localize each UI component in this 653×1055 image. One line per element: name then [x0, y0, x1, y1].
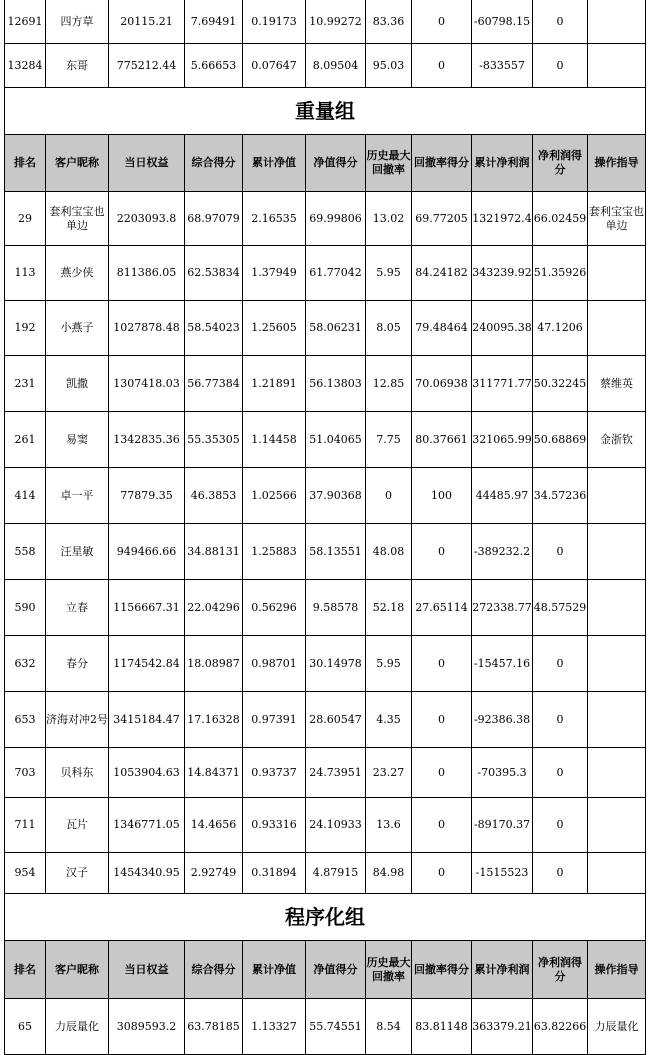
drawdown-score-cell: 0 — [412, 853, 472, 894]
profit-score-cell: 48.57529 — [533, 580, 588, 636]
nickname-cell: 四方草 — [46, 0, 109, 44]
drawdown-cell: 84.98 — [366, 853, 412, 894]
equity-cell: 1346771.05 — [109, 798, 185, 853]
guidance-cell — [588, 468, 646, 524]
profit-score-cell: 34.57236 — [533, 468, 588, 524]
nickname-cell: 立春 — [46, 580, 109, 636]
score-cell: 58.54023 — [185, 301, 243, 356]
nav-score-cell: 61.77042 — [306, 246, 366, 301]
nav-cell: 0.19173 — [243, 0, 306, 44]
profit-cell: 311771.77 — [472, 356, 533, 412]
nav-cell: 0.93737 — [243, 748, 306, 798]
profit-cell: -1515523 — [472, 853, 533, 894]
table-row — [5, 636, 646, 692]
nickname-cell: 贝科东 — [46, 748, 109, 798]
drawdown-score-cell: 70.06938 — [412, 356, 472, 412]
nav-cell: 2.16535 — [243, 192, 306, 246]
nav-cell: 0.93316 — [243, 798, 306, 853]
table-row — [5, 748, 646, 798]
table-row — [5, 853, 646, 894]
nickname-cell: 客户昵称 — [46, 135, 109, 192]
nav-score-cell: 28.60547 — [306, 692, 366, 748]
profit-score-cell: 0 — [533, 524, 588, 580]
table-row — [5, 0, 646, 44]
nickname-cell: 汪星敏 — [46, 524, 109, 580]
rank-cell: 414 — [5, 468, 46, 524]
drawdown-cell: 历史最大回撤率 — [366, 135, 412, 192]
nav-score-cell: 8.09504 — [306, 44, 366, 88]
guidance-cell — [588, 301, 646, 356]
score-cell: 68.97079 — [185, 192, 243, 246]
profit-score-cell: 47.1206 — [533, 301, 588, 356]
drawdown-cell: 4.35 — [366, 692, 412, 748]
profit-cell: 240095.38 — [472, 301, 533, 356]
nickname-cell: 春分 — [46, 636, 109, 692]
section-title-row — [5, 894, 646, 941]
profit-cell: 343239.92 — [472, 246, 533, 301]
guidance-cell — [588, 692, 646, 748]
guidance-cell — [588, 580, 646, 636]
nav-score-cell: 30.14978 — [306, 636, 366, 692]
table-row — [5, 580, 646, 636]
equity-cell: 3415184.47 — [109, 692, 185, 748]
drawdown-score-cell: 0 — [412, 692, 472, 748]
nav-score-cell: 55.74551 — [306, 999, 366, 1055]
drawdown-score-cell: 回撤率得分 — [412, 135, 472, 192]
table-row — [5, 301, 646, 356]
nickname-cell: 客户昵称 — [46, 941, 109, 999]
drawdown-cell: 8.54 — [366, 999, 412, 1055]
drawdown-score-cell: 27.65114 — [412, 580, 472, 636]
profit-cell: 1321972.4 — [472, 192, 533, 246]
guidance-cell — [588, 524, 646, 580]
profit-cell: -89170.37 — [472, 798, 533, 853]
nav-cell: 1.02566 — [243, 468, 306, 524]
profit-score-cell: 66.02459 — [533, 192, 588, 246]
drawdown-score-cell: 0 — [412, 524, 472, 580]
nickname-cell: 汉子 — [46, 853, 109, 894]
rank-cell: 711 — [5, 798, 46, 853]
drawdown-cell: 95.03 — [366, 44, 412, 88]
nav-score-cell: 58.13551 — [306, 524, 366, 580]
profit-cell: 累计净利润 — [472, 135, 533, 192]
profit-score-cell: 51.35926 — [533, 246, 588, 301]
equity-cell: 949466.66 — [109, 524, 185, 580]
nickname-cell: 套利宝宝也单边 — [46, 192, 109, 246]
profit-cell: -70395.3 — [472, 748, 533, 798]
profit-score-cell: 0 — [533, 748, 588, 798]
equity-cell: 1342835.36 — [109, 412, 185, 468]
nav-score-cell: 56.13803 — [306, 356, 366, 412]
score-cell: 56.77384 — [185, 356, 243, 412]
profit-score-cell: 0 — [533, 692, 588, 748]
table-row — [5, 524, 646, 580]
drawdown-score-cell: 79.48464 — [412, 301, 472, 356]
drawdown-score-cell: 83.81148 — [412, 999, 472, 1055]
score-cell: 17.16328 — [185, 692, 243, 748]
table-row — [5, 999, 646, 1055]
profit-cell: 44485.97 — [472, 468, 533, 524]
rank-cell: 65 — [5, 999, 46, 1055]
profit-score-cell: 0 — [533, 44, 588, 88]
equity-cell: 2203093.8 — [109, 192, 185, 246]
drawdown-cell: 5.95 — [366, 246, 412, 301]
nav-cell: 1.21891 — [243, 356, 306, 412]
profit-score-cell: 0 — [533, 798, 588, 853]
nav-score-cell: 9.58578 — [306, 580, 366, 636]
rank-cell: 703 — [5, 748, 46, 798]
guidance-cell: 操作指导 — [588, 135, 646, 192]
score-cell: 46.3853 — [185, 468, 243, 524]
nickname-cell: 东哥 — [46, 44, 109, 88]
profit-cell: -389232.2 — [472, 524, 533, 580]
rank-cell: 632 — [5, 636, 46, 692]
nickname-cell: 小燕子 — [46, 301, 109, 356]
nav-cell: 1.13327 — [243, 999, 306, 1055]
nav-score-cell: 24.73951 — [306, 748, 366, 798]
score-cell: 55.35305 — [185, 412, 243, 468]
rank-cell: 261 — [5, 412, 46, 468]
score-cell: 63.78185 — [185, 999, 243, 1055]
guidance-cell — [588, 0, 646, 44]
drawdown-score-cell: 0 — [412, 44, 472, 88]
rank-cell: 192 — [5, 301, 46, 356]
drawdown-score-cell: 0 — [412, 798, 472, 853]
drawdown-cell: 12.85 — [366, 356, 412, 412]
drawdown-score-cell: 80.37661 — [412, 412, 472, 468]
guidance-cell — [588, 636, 646, 692]
equity-cell: 当日权益 — [109, 135, 185, 192]
rank-cell: 590 — [5, 580, 46, 636]
equity-cell: 1307418.03 — [109, 356, 185, 412]
profit-score-cell: 63.82266 — [533, 999, 588, 1055]
rank-cell: 排名 — [5, 135, 46, 192]
equity-cell: 775212.44 — [109, 44, 185, 88]
drawdown-score-cell: 0 — [412, 636, 472, 692]
section-title: 程序化组 — [5, 894, 646, 941]
equity-cell: 1174542.84 — [109, 636, 185, 692]
profit-cell: -60798.15 — [472, 0, 533, 44]
drawdown-cell: 历史最大回撤率 — [366, 941, 412, 999]
profit-score-cell: 净利润得分 — [533, 135, 588, 192]
profit-cell: 321065.99 — [472, 412, 533, 468]
guidance-cell: 套利宝宝也单边 — [588, 192, 646, 246]
rank-cell: 231 — [5, 356, 46, 412]
nav-score-cell: 4.87915 — [306, 853, 366, 894]
nav-score-cell: 24.10933 — [306, 798, 366, 853]
equity-cell: 1454340.95 — [109, 853, 185, 894]
drawdown-cell: 48.08 — [366, 524, 412, 580]
equity-cell: 1027878.48 — [109, 301, 185, 356]
profit-score-cell: 50.32245 — [533, 356, 588, 412]
table-row — [5, 356, 646, 412]
guidance-cell — [588, 246, 646, 301]
header-row — [5, 135, 646, 192]
rank-cell: 排名 — [5, 941, 46, 999]
drawdown-cell: 13.6 — [366, 798, 412, 853]
nav-score-cell: 51.04065 — [306, 412, 366, 468]
profit-cell: -833557 — [472, 44, 533, 88]
profit-score-cell: 净利润得分 — [533, 941, 588, 999]
nav-cell: 1.37949 — [243, 246, 306, 301]
table-row — [5, 44, 646, 88]
drawdown-cell: 23.27 — [366, 748, 412, 798]
nickname-cell: 燕少侠 — [46, 246, 109, 301]
score-cell: 14.4656 — [185, 798, 243, 853]
nav-cell: 0.97391 — [243, 692, 306, 748]
rank-cell: 558 — [5, 524, 46, 580]
nav-cell: 1.25605 — [243, 301, 306, 356]
nav-score-cell: 净值得分 — [306, 941, 366, 999]
drawdown-cell: 8.05 — [366, 301, 412, 356]
drawdown-score-cell: 回撤率得分 — [412, 941, 472, 999]
drawdown-score-cell: 84.24182 — [412, 246, 472, 301]
guidance-cell — [588, 748, 646, 798]
rank-cell: 653 — [5, 692, 46, 748]
drawdown-cell: 5.95 — [366, 636, 412, 692]
nickname-cell: 瓦片 — [46, 798, 109, 853]
nav-cell: 0.98701 — [243, 636, 306, 692]
nickname-cell: 凯撒 — [46, 356, 109, 412]
header-row — [5, 941, 646, 999]
score-cell: 2.92749 — [185, 853, 243, 894]
profit-cell: 累计净利润 — [472, 941, 533, 999]
nickname-cell: 力辰量化 — [46, 999, 109, 1055]
table-row — [5, 412, 646, 468]
ranking-table — [4, 0, 646, 1055]
equity-cell: 1053904.63 — [109, 748, 185, 798]
guidance-cell: 力辰量化 — [588, 999, 646, 1055]
guidance-cell: 蔡维英 — [588, 356, 646, 412]
profit-cell: -92386.38 — [472, 692, 533, 748]
guidance-cell: 金浙钦 — [588, 412, 646, 468]
nav-score-cell: 58.06231 — [306, 301, 366, 356]
table-row — [5, 192, 646, 246]
drawdown-score-cell: 0 — [412, 0, 472, 44]
profit-score-cell: 50.68869 — [533, 412, 588, 468]
table-row — [5, 692, 646, 748]
rank-cell: 113 — [5, 246, 46, 301]
score-cell: 综合得分 — [185, 135, 243, 192]
nav-cell: 1.14458 — [243, 412, 306, 468]
score-cell: 7.69491 — [185, 0, 243, 44]
score-cell: 62.53834 — [185, 246, 243, 301]
nav-score-cell: 10.99272 — [306, 0, 366, 44]
guidance-cell — [588, 853, 646, 894]
equity-cell: 77879.35 — [109, 468, 185, 524]
section-title: 重量组 — [5, 88, 646, 135]
profit-score-cell: 0 — [533, 0, 588, 44]
nav-cell: 0.07647 — [243, 44, 306, 88]
equity-cell: 1156667.31 — [109, 580, 185, 636]
score-cell: 综合得分 — [185, 941, 243, 999]
drawdown-cell: 83.36 — [366, 0, 412, 44]
nav-cell: 1.25883 — [243, 524, 306, 580]
drawdown-cell: 7.75 — [366, 412, 412, 468]
nav-cell: 累计净值 — [243, 941, 306, 999]
nickname-cell: 济海对冲2号 — [46, 692, 109, 748]
drawdown-score-cell: 69.77205 — [412, 192, 472, 246]
drawdown-score-cell: 100 — [412, 468, 472, 524]
drawdown-score-cell: 0 — [412, 748, 472, 798]
drawdown-cell: 0 — [366, 468, 412, 524]
drawdown-cell: 52.18 — [366, 580, 412, 636]
equity-cell: 20115.21 — [109, 0, 185, 44]
section-title-row — [5, 88, 646, 135]
nav-score-cell: 69.99806 — [306, 192, 366, 246]
nickname-cell: 卓一平 — [46, 468, 109, 524]
drawdown-cell: 13.02 — [366, 192, 412, 246]
profit-cell: -15457.16 — [472, 636, 533, 692]
nav-cell: 累计净值 — [243, 135, 306, 192]
table-row — [5, 246, 646, 301]
nickname-cell: 易窦 — [46, 412, 109, 468]
guidance-cell — [588, 44, 646, 88]
nav-score-cell: 净值得分 — [306, 135, 366, 192]
score-cell: 18.08987 — [185, 636, 243, 692]
score-cell: 22.04296 — [185, 580, 243, 636]
nav-cell: 0.31894 — [243, 853, 306, 894]
score-cell: 5.66653 — [185, 44, 243, 88]
table-row — [5, 798, 646, 853]
rank-cell: 13284 — [5, 44, 46, 88]
profit-score-cell: 0 — [533, 853, 588, 894]
rank-cell: 954 — [5, 853, 46, 894]
score-cell: 14.84371 — [185, 748, 243, 798]
nav-score-cell: 37.90368 — [306, 468, 366, 524]
guidance-cell — [588, 798, 646, 853]
score-cell: 34.88131 — [185, 524, 243, 580]
profit-cell: 363379.21 — [472, 999, 533, 1055]
equity-cell: 3089593.2 — [109, 999, 185, 1055]
rank-cell: 29 — [5, 192, 46, 246]
rank-cell: 12691 — [5, 0, 46, 44]
nav-cell: 0.56296 — [243, 580, 306, 636]
profit-cell: 272338.77 — [472, 580, 533, 636]
guidance-cell: 操作指导 — [588, 941, 646, 999]
equity-cell: 当日权益 — [109, 941, 185, 999]
equity-cell: 811386.05 — [109, 246, 185, 301]
profit-score-cell: 0 — [533, 636, 588, 692]
table-row — [5, 468, 646, 524]
